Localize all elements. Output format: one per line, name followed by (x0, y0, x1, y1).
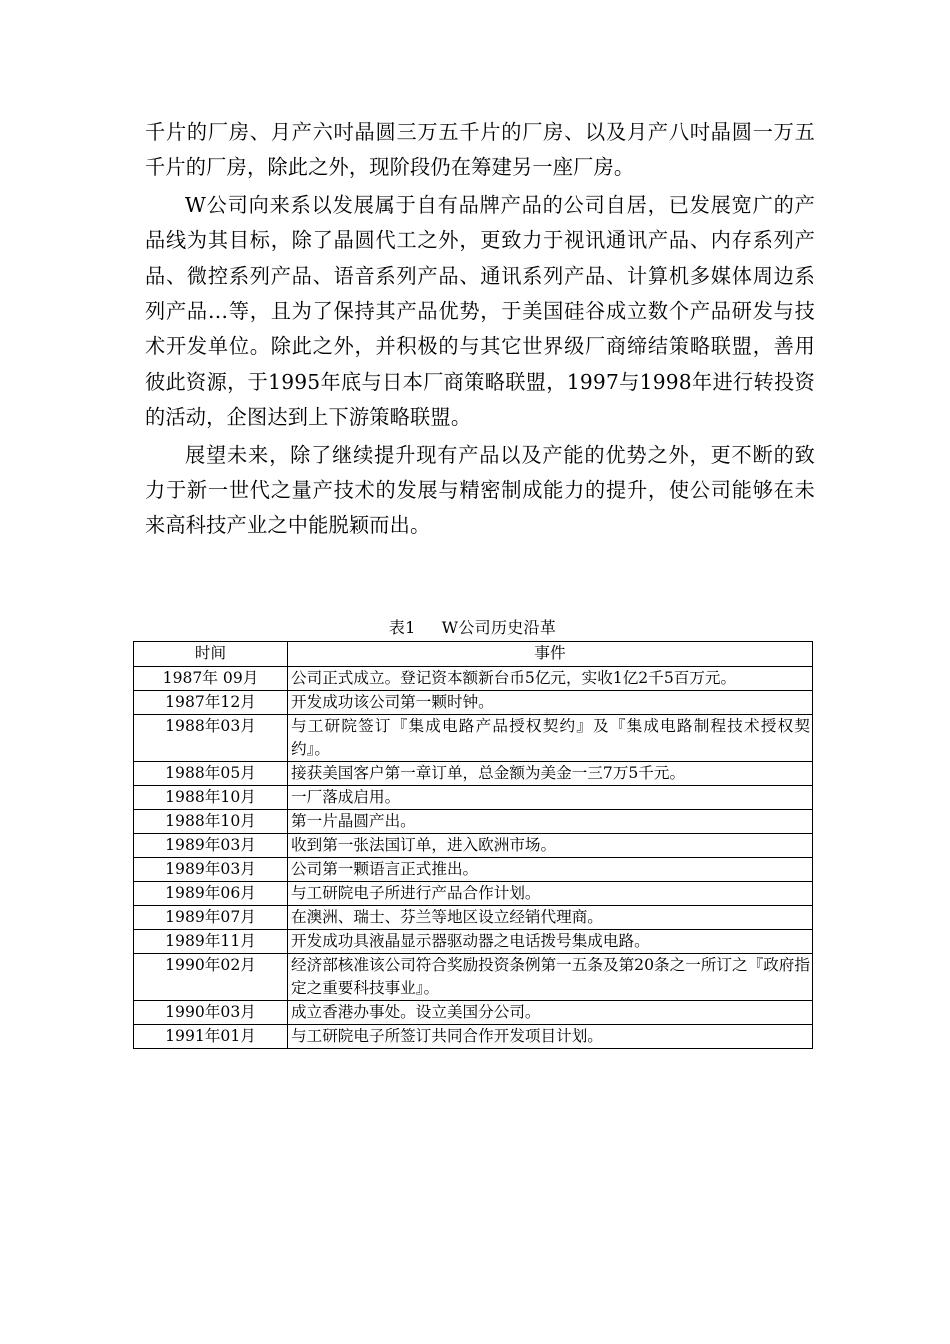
table-row (134, 882, 813, 906)
row-date: 1988年05月 (134, 762, 288, 786)
table-row (134, 930, 813, 954)
row-date: 1987年12月 (134, 691, 288, 715)
row-event: 第一片晶圆产出。 (288, 810, 813, 834)
row-event: 一厂落成启用。 (288, 786, 813, 810)
row-event: 经济部核准该公司符合奖励投资条例第一五条及第20条之一所订之『政府指定之重要科技事业』。 (288, 954, 813, 1001)
column-header-event: 事件 (288, 642, 813, 667)
row-date: 1989年03月 (134, 834, 288, 858)
body-text (145, 115, 815, 544)
row-date: 1988年03月 (134, 715, 288, 762)
row-event: 与工研院电子所进行产品合作计划。 (288, 882, 813, 906)
table-caption-number: 表1 (388, 618, 416, 637)
table-row (134, 906, 813, 930)
row-event: 公司正式成立。登记资本额新台币5亿元，实收1亿2千5百万元。 (288, 667, 813, 691)
paragraph: 千片的厂房、月产六吋晶圆三万五千片的厂房、以及月产八吋晶圆一万五千片的厂房，除此之外，现阶段仍在筹建另一座厂房。 (145, 120, 815, 180)
table-caption (133, 618, 812, 638)
row-event: 接获美国客户第一章订单，总金额为美金一三7万5千元。 (288, 762, 813, 786)
table-row (134, 1001, 813, 1025)
table-row (134, 834, 813, 858)
row-date: 1989年03月 (134, 858, 288, 882)
table-row (134, 1025, 813, 1049)
table-row (134, 810, 813, 834)
table-row (134, 858, 813, 882)
row-date: 1991年01月 (134, 1025, 288, 1049)
paragraph: 展望未来，除了继续提升现有产品以及产能的优势之外，更不断的致力于新一世代之量产技术的发展与精密制成能力的提升，使公司能够在未来高科技产业之中能脱颖而出。 (145, 442, 815, 538)
table-caption-title: W公司历史沿革 (441, 618, 557, 637)
row-date: 1990年02月 (134, 954, 288, 1001)
row-date: 1989年07月 (134, 906, 288, 930)
row-event: 成立香港办事处。设立美国分公司。 (288, 1001, 813, 1025)
table-row (134, 691, 813, 715)
table-row (134, 762, 813, 786)
row-event: 公司第一颗语言正式推出。 (288, 858, 813, 882)
history-table (133, 641, 813, 1049)
paragraph: W公司向来系以发展属于自有品牌产品的公司自居，已发展宽广的产品线为其目标，除了晶圆代工之外，更致力于视讯通讯产品、内存系列产品、微控系列产品、语音系列产品、通讯系列产品、计算机多媒体周边系列产品…等，且为了保持其产品优势，于美国硅谷成立数个产品研发与技术开发单位。除此之外，并积极的与其它世界级厂商缔结策略联盟，善用彼此资源，于1995年底与日本厂商策略联盟，1997与1998年进行转投资的活动，企图达到上下游策略联盟。 (145, 192, 815, 430)
row-date: 1989年06月 (134, 882, 288, 906)
row-event: 收到第一张法国订单，进入欧洲市场。 (288, 834, 813, 858)
row-event: 在澳洲、瑞士、芬兰等地区设立经销代理商。 (288, 906, 813, 930)
table-header-row (134, 642, 813, 667)
table-row (134, 954, 813, 1001)
table-body (134, 667, 813, 1049)
row-date: 1987年 09月 (134, 667, 288, 691)
row-date: 1988年10月 (134, 786, 288, 810)
row-date: 1989年11月 (134, 930, 288, 954)
table-row (134, 667, 813, 691)
row-event: 开发成功该公司第一颗时钟。 (288, 691, 813, 715)
table-row (134, 715, 813, 762)
row-event: 开发成功具液晶显示器驱动器之电话拨号集成电路。 (288, 930, 813, 954)
row-date: 1988年10月 (134, 810, 288, 834)
table-row (134, 786, 813, 810)
row-date: 1990年03月 (134, 1001, 288, 1025)
row-event: 与工研院电子所签订共同合作开发项目计划。 (288, 1025, 813, 1049)
column-header-date: 时间 (134, 642, 288, 667)
row-event: 与工研院签订『集成电路产品授权契约』及『集成电路制程技术授权契约』。 (288, 715, 813, 762)
